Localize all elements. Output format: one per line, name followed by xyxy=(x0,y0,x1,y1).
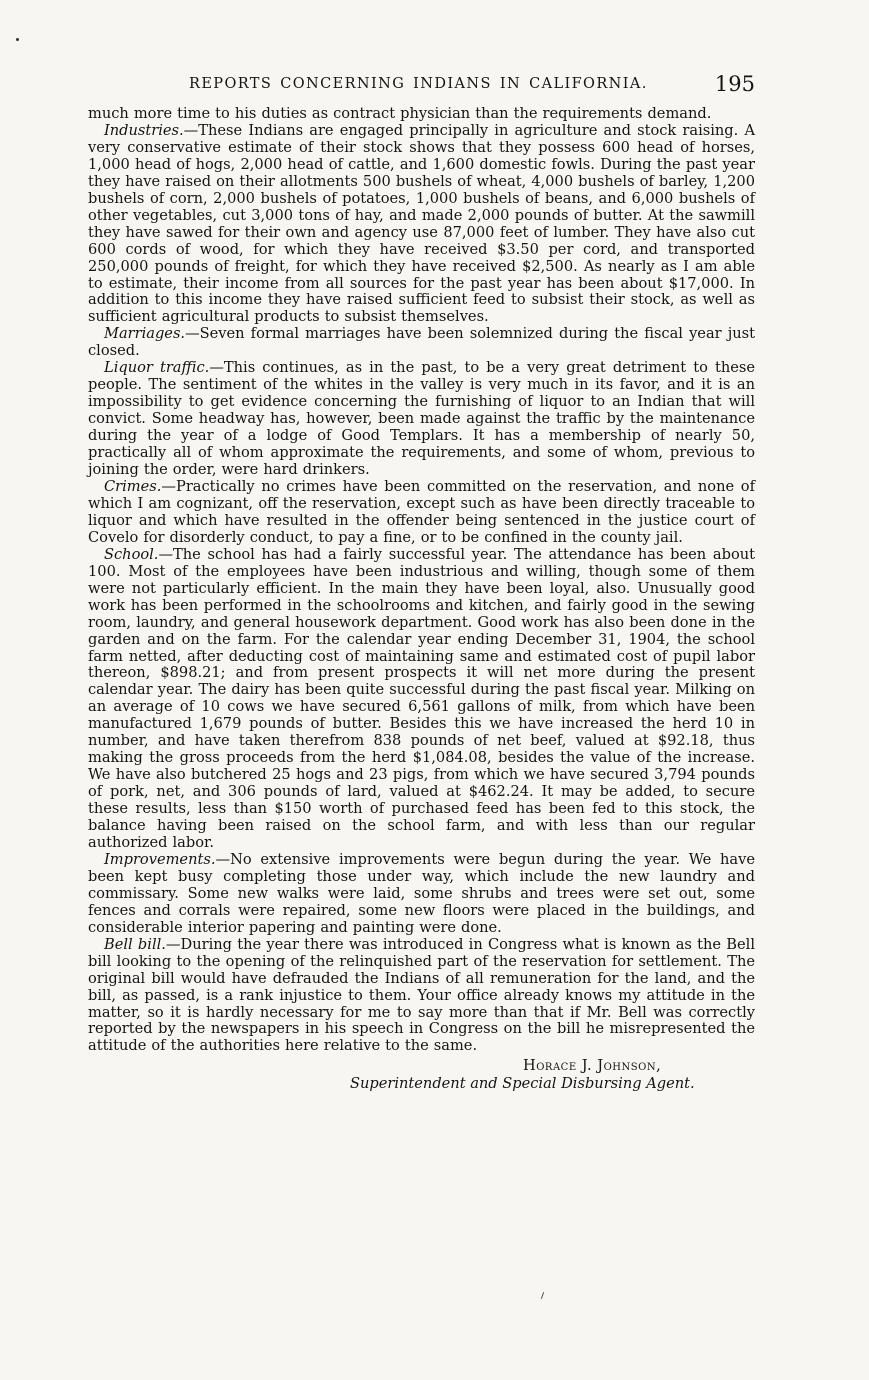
paragraph-industries xyxy=(88,123,755,326)
signatory-title: Superintendent and Special Disbursing Agent. xyxy=(350,1075,695,1093)
paragraph-continuation xyxy=(88,106,755,123)
stray-ink-mark xyxy=(541,1292,544,1299)
paragraph-marriages xyxy=(88,326,755,360)
paragraph-bell-bill xyxy=(88,937,755,1056)
page-number: 195 xyxy=(714,72,755,96)
section-heading: Improvements. xyxy=(104,850,216,868)
paragraph-text: —During the year there was introduced in Congress what is known as the Bell bill looking to the opening of the relinquished part of the reservation for settlement. The original bill would have defrauded the Indians of all remuneration for the land, and the bill, as passed, is a rank injustice to them. Your office already knows my attitude in the matter, so it is hardly necessary for me to say more than that if Mr. Bell was correctly reported by the newspapers in his speech in Congress on the bill he misrepresented the attitude of the authorities here relative to the same. xyxy=(88,935,755,1055)
paragraph-text: much more time to his duties as contract physician than the requirements demand. xyxy=(88,105,712,122)
paragraph-liquor-traffic xyxy=(88,360,755,479)
paragraph-text: —Practically no crimes have been committed on the reservation, and none of which I am cognizant, off the reservation, except such as have been directly traceable to liquor and which have resulted in the offender being sentenced in the justice court of Covelo for disorderly conduct, to pay a fine, or to be confined in the county jail. xyxy=(88,477,755,546)
report-body xyxy=(88,106,755,1055)
document-page xyxy=(88,70,755,1093)
section-heading: Crimes. xyxy=(104,477,162,495)
stray-ink-mark xyxy=(16,38,19,41)
section-heading: Marriages. xyxy=(104,325,186,343)
paragraph-improvements xyxy=(88,852,755,937)
paragraph-text: —This continues, as in the past, to be a very great detriment to these people. The sentiment of the whites in the valley is very much in its favor, and it is an impossibility to get evidence concerning the furnishing of liquor to an Indian that will convict. Some headway has, however, been made against the traffic by the maintenance during the year of a lodge of Good Templars. It has a membership of nearly 50, practically all of whom approximate the requirements, and some of whom, previous to joining the order, were hard drinkers. xyxy=(88,359,756,479)
paragraph-crimes xyxy=(88,479,755,547)
paragraph-text: —The school has had a fairly successful year. The attendance has been about 100. Most of the employees have been industrious and willing, though some of them were not particularly efficient. In the main they have been loyal, also. Unusually good work has been performed in the schoolrooms and kitchen, and fairly good in the sewing room, laundry, and general housework department. Good work has also been done in the garden and on the farm. For the calendar year ending December 31, 1904, the school farm netted, after deducting cost of maintaining same and estimated cost of pupil labor thereon, $898.21; and from present prospects it will net more during the present calendar year. The dairy has been quite successful during the past fiscal year. Milking on an average of 10 cows we have secured 6,561 gallons of milk, from which have been manufactured 1,679 pounds of butter. Besides this we have increased the herd 10 in number, and have taken therefrom 838 pounds of net beef, valued at $92.18, thus making the gross proceeds from the herd $1,084.08, besides the value of the increase. We have also butchered 25 hogs and 23 pigs, from which we have secured 3,794 pounds of pork, net, and 306 pounds of lard, valued at $462.24. It may be added, to secure these results, less than $150 worth of purchased feed has been fed to this stock, the balance having been raised on the school farm, and with less than our regular authorized labor. xyxy=(88,545,755,851)
running-head: REPORTS CONCERNING INDIANS IN CALIFORNIA. xyxy=(189,76,648,92)
page-header xyxy=(88,70,755,106)
signature-block xyxy=(88,1057,755,1093)
paragraph-text: —No extensive improvements were begun during the year. We have been kept busy completing those under way, which include the new laundry and commissary. Some new walks were laid, some shrubs and trees were set out, some fences and corrals were repaired, some new floors were placed in the buildings, and considerable interior papering and painting were done. xyxy=(88,850,755,936)
paragraph-text: —These Indians are engaged principally in agriculture and stock raising. A very conservative estimate of their stock shows that they possess 600 head of horses, 1,000 head of hogs, 2,000 head of cattle, and 1,600 domestic fowls. During the past year they have raised on their allotments 500 bushels of wheat, 4,000 bushels of barley, 1,200 bushels of corn, 2,000 bushels of potatoes, 1,000 bushels of beans, and 6,000 bushels of other vegetables, cut 3,000 tons of hay, and made 2,000 pounds of butter. At the sawmill they have sawed for their own and agency use 87,000 feet of lumber. They have also cut 600 cords of wood, for which they have received $3.50 per cord, and transported 250,000 pounds of freight, for which they have received $2,500. As nearly as I am able to estimate, their income from all sources for the past year has been about $17,000. In addition to this income they have raised sufficient feed to subsist their stock, as well as sufficient agricultural products to subsist themselves. xyxy=(88,121,755,326)
section-heading: School. xyxy=(104,545,159,563)
paragraph-school xyxy=(88,547,755,852)
signatory-name: Horace J. Johnson, xyxy=(523,1057,662,1075)
section-heading: Liquor traffic. xyxy=(104,359,210,377)
section-heading: Bell bill. xyxy=(104,935,166,953)
paragraph-text: —Seven formal marriages have been solemnized during the fiscal year just closed. xyxy=(88,325,755,360)
section-heading: Industries. xyxy=(104,121,184,139)
